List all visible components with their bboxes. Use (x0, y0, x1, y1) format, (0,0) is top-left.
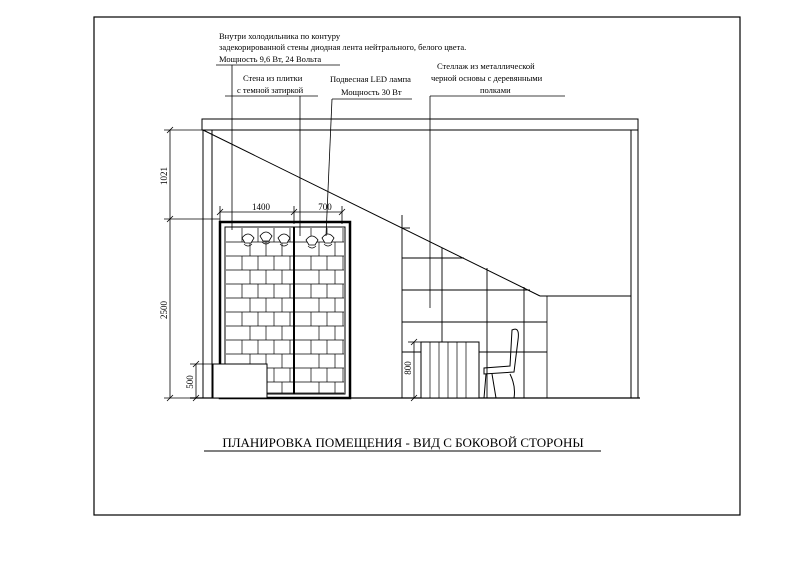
note-fridge-line2: задекорированной стены диодная лента нейтрального, белого цвета. (219, 42, 467, 52)
pendant-lamp-shade (280, 244, 288, 246)
dim-width-left: 1400 (252, 202, 270, 212)
note-lamp-line1: Подвесная LED лампа (330, 74, 411, 84)
stair-slope (203, 130, 540, 296)
leader-lines (216, 65, 565, 308)
note-rack-line2: черной основы с деревянными (431, 73, 543, 83)
pendant-lamp (306, 236, 318, 245)
dim-top-height: 1021 (159, 167, 169, 185)
note-rack-line1: Стеллаж из металлической (437, 61, 535, 71)
pendant-lamp (260, 232, 272, 241)
pendant-lamp-shade (324, 244, 332, 246)
note-fridge-line3: Мощность 9,6 Вт, 24 Вольта (219, 54, 322, 64)
bench (213, 364, 267, 398)
ceiling-slab (202, 119, 638, 130)
drawing-title: ПЛАНИРОВКА ПОМЕЩЕНИЯ - ВИД С БОКОВОЙ СТОРОНЫ (222, 435, 584, 450)
chair (484, 329, 518, 398)
dim-bench-height: 500 (185, 375, 195, 389)
pendant-lamp (278, 234, 290, 243)
pendant-lamp-shade (244, 244, 252, 246)
pendant-lamps (242, 232, 334, 248)
note-rack-line3: полками (480, 85, 511, 95)
dim-width-right: 700 (318, 202, 332, 212)
note-tile-line2: с темной затиркой (237, 85, 304, 95)
note-tile-line1: Стена из плитки (243, 73, 303, 83)
note-lamp-line2: Мощность 30 Вт (341, 87, 402, 97)
dim-wall-height: 2500 (159, 301, 169, 319)
pendant-lamp-shade (308, 246, 316, 248)
radiator-table (421, 342, 479, 398)
note-fridge-line1: Внутри холодильника по контуру (219, 31, 341, 41)
pendant-lamp (242, 234, 254, 243)
dim-table-height: 800 (403, 361, 413, 375)
pendant-lamp (322, 234, 334, 243)
